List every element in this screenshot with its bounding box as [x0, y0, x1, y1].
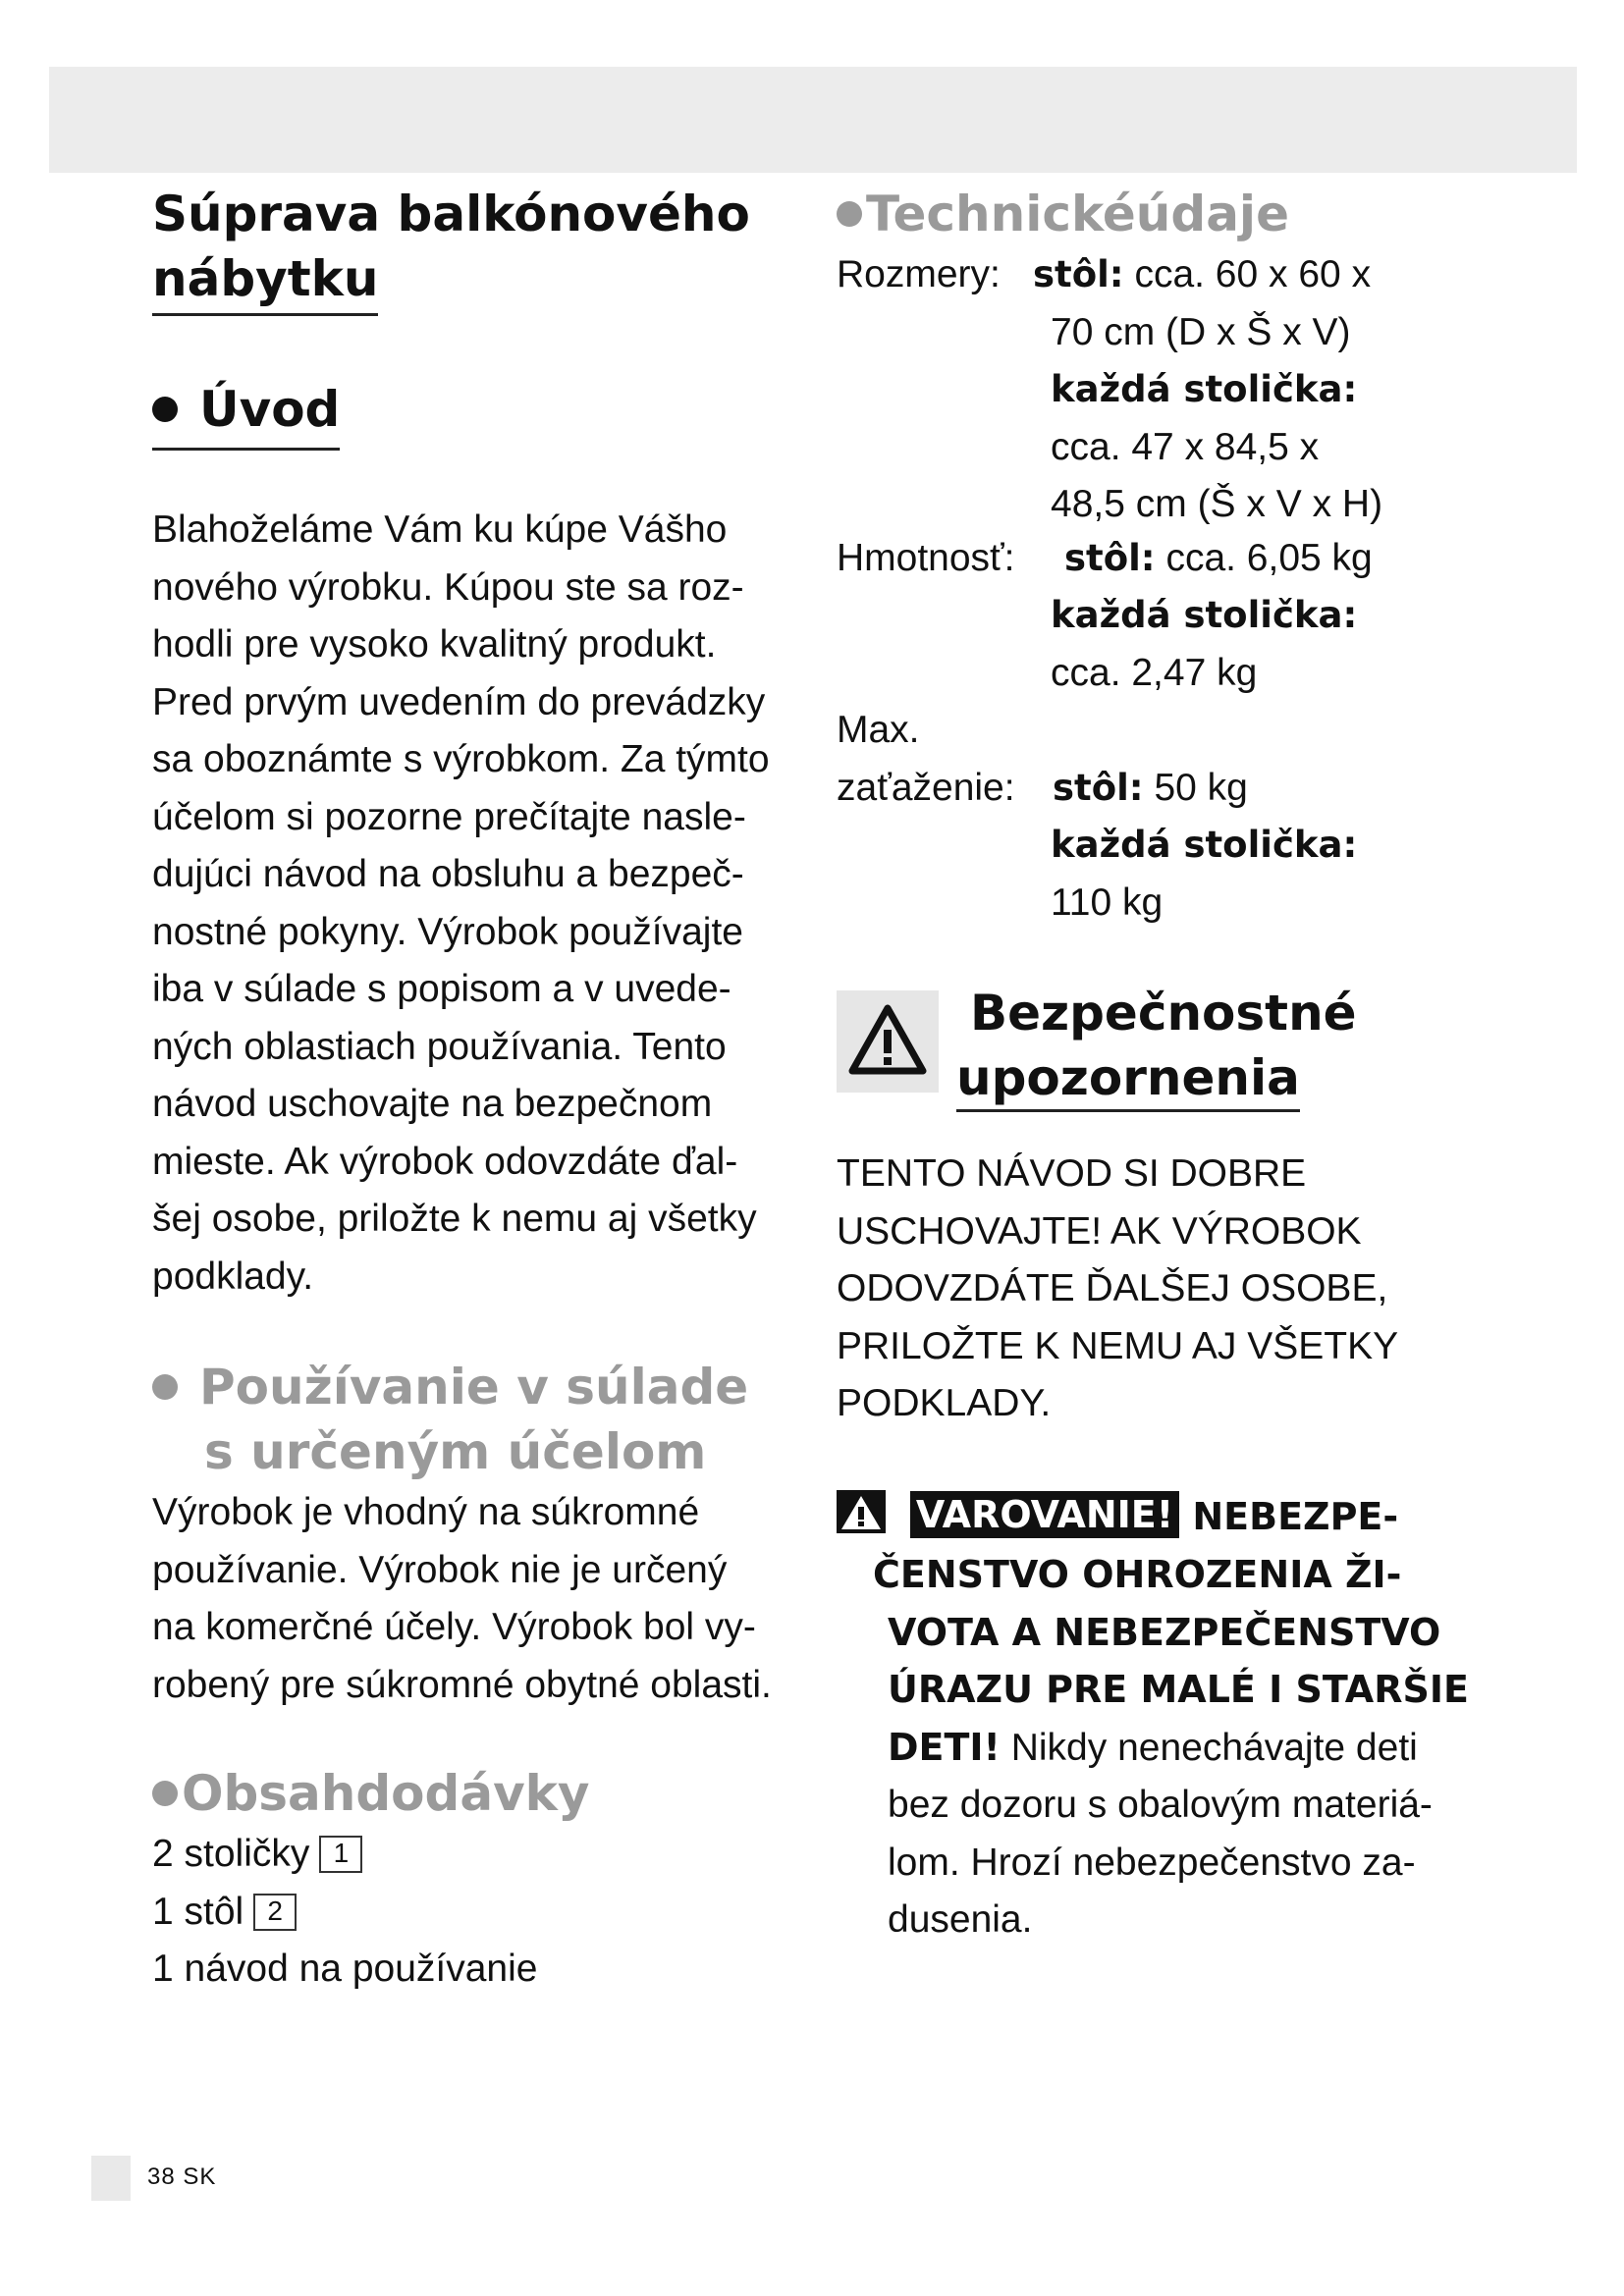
usage-line: používanie. Výrobok nie je určený [152, 1548, 728, 1591]
intro-line: Pred prvým uvedením do prevádzky [152, 680, 766, 723]
contents-item: 1 stôl 2 [152, 1884, 800, 1942]
right-column [837, 182, 1504, 1949]
bullet-icon [152, 397, 178, 422]
contents-item: 2 stoličky 1 [152, 1826, 800, 1884]
intro-line: nostné pokyny. Výrobok používajte [152, 910, 743, 953]
table-label: stôl: [1033, 253, 1124, 295]
usage-line: Výrobok je vhodný na súkromné [152, 1491, 700, 1533]
intro-line: Blahoželáme Vám ku kúpe Vášho [152, 508, 728, 551]
left-column [152, 182, 800, 1999]
intro-line: iba v súlade s popisom a v uvede- [152, 968, 731, 1010]
intro-paragraph [152, 502, 800, 1306]
intro-line: sa oboznámte s výrobkom. Za týmto [152, 738, 770, 780]
warning-triangle-icon [837, 990, 939, 1093]
intro-line: ných oblastiach používania. Tento [152, 1025, 727, 1068]
contents-list [152, 1826, 800, 1999]
varovanie-label: VAROVANIE! [910, 1491, 1179, 1538]
safety-heading [837, 985, 1504, 1128]
safety-heading-line-2: upozornenia [956, 1048, 1300, 1112]
contents-heading-text: Obsahdodávky [182, 1765, 590, 1822]
bullet-icon [152, 1374, 178, 1400]
contents-heading [152, 1761, 800, 1826]
usage-paragraph [152, 1484, 800, 1714]
page-title [152, 182, 800, 316]
intro-line: účelom si pozorne prečítajte nasle- [152, 795, 746, 838]
intro-heading-text: Úvod [199, 381, 341, 438]
tech-heading [837, 182, 1504, 246]
bullet-icon [152, 1781, 178, 1806]
header-band [49, 67, 1577, 173]
footer-box [91, 2156, 131, 2201]
warning-block: VAROVANIE! NEBEZPE- ČENSTVO OHROZENIA ŽI- VOTA A NEBEZPEČENSTVO ÚRAZU PRE MALÉ I STARŠIE DETI! Nikdy nenechávajte deti bez dozoru s obalovým materiá- lom. Hrozí nebezpečenstvo za- dusenia. [837, 1488, 1504, 1949]
intro-line: šej osobe, priložte k nemu aj všetky [152, 1198, 757, 1240]
title-line-2: nábytku [152, 246, 378, 316]
dimensions-label: Rozmery: [837, 253, 1001, 295]
usage-heading-line-1: Používanie v súlade [199, 1359, 749, 1415]
tech-specs: Rozmery: stôl: cca. 60 x 60 x 70 cm (D x Š x V) každá stolička: cca. 47 x 84,5 x 48,5 cm (Š x V x H) Hmotnosť: stôl: cca. 6,05 kg každá stolička: cca. 2,47 kg Max. zaťaženie: stôl: 50 kg každá stolička: 110 kg [837, 246, 1504, 932]
intro-line: hodli pre vysoko kvalitný produkt. [152, 623, 717, 666]
bullet-icon [837, 201, 862, 227]
warning-small-icon [837, 1490, 886, 1533]
language-code: SK [183, 2163, 217, 2190]
usage-line: robený pre súkromné obytné oblasti. [152, 1663, 772, 1706]
chair-label: každá stolička: [1051, 368, 1358, 410]
intro-line: mieste. Ak výrobok odovzdáte ďal- [152, 1140, 738, 1183]
page-number: 38 [147, 2163, 176, 2190]
ref-number-box: 1 [319, 1836, 362, 1873]
intro-heading [152, 377, 800, 451]
usage-heading-line-2: s určeným účelom [204, 1423, 707, 1480]
intro-line: dujúci návod na obsluhu a bezpeč- [152, 853, 744, 895]
safety-caps-text: TENTO NÁVOD SI DOBRE USCHOVAJTE! AK VÝROBOK ODOVZDÁTE ĎALŠEJ OSOBE, PRILOŽTE K NEMU AJ VŠETKY PODKLADY. [837, 1152, 1399, 1424]
intro-line: návod uschovajte na bezpečnom [152, 1083, 713, 1125]
contents-item: 1 návod na používanie [152, 1948, 538, 1990]
tech-heading-text: Technickéúdaje [866, 186, 1289, 242]
page-footer [147, 2163, 216, 2191]
usage-line: na komerčné účely. Výrobok bol vy- [152, 1606, 756, 1648]
weight-label: Hmotnosť: [837, 536, 1015, 579]
title-line-1: Súprava balkónového [152, 186, 750, 242]
ref-number-box: 2 [253, 1894, 297, 1931]
max-load-label: Max. [837, 709, 920, 751]
usage-heading [152, 1355, 800, 1484]
intro-line: nového výrobku. Kúpou ste sa roz- [152, 565, 744, 609]
intro-line: podklady. [152, 1255, 314, 1298]
safety-heading-line-1: Bezpečnostné [970, 985, 1357, 1041]
